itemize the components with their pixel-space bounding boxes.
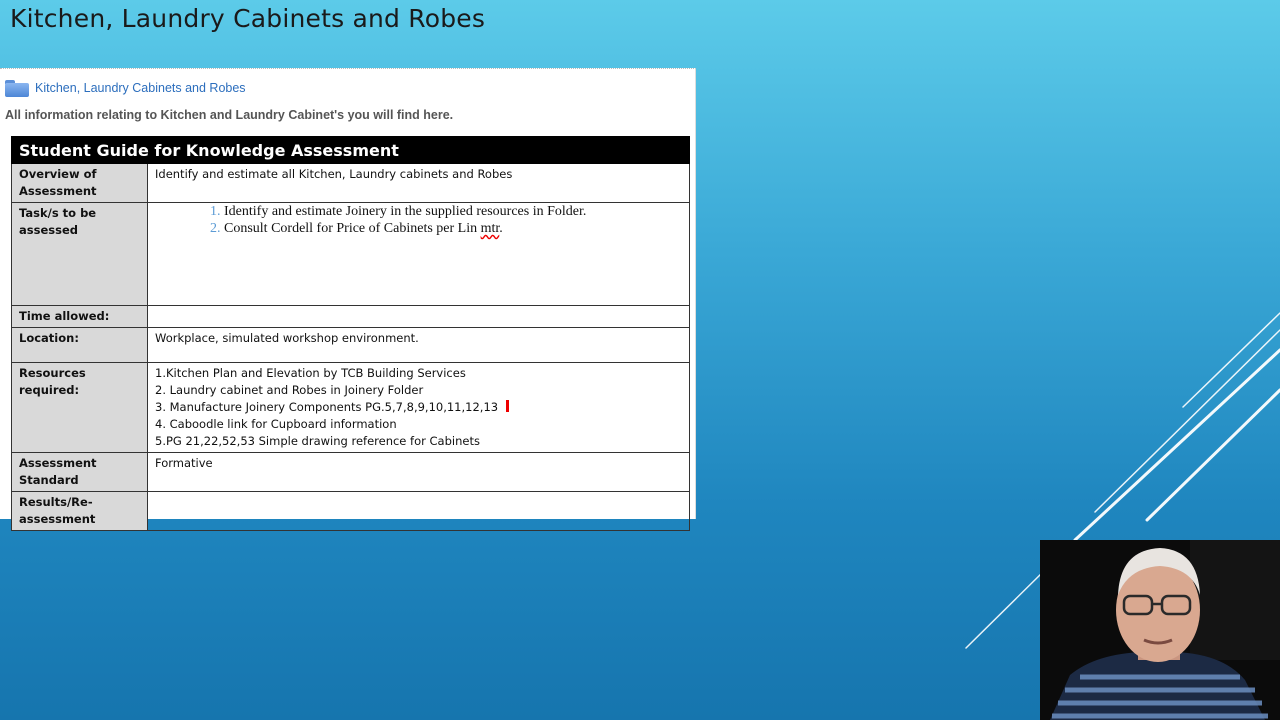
table-row [12, 453, 690, 492]
row-value-tasks[interactable] [148, 203, 690, 306]
folder-icon [5, 80, 29, 97]
presenter-webcam [1040, 540, 1280, 720]
row-value-standard[interactable]: Formative [148, 453, 690, 492]
row-label-tasks: Task/s to be assessed [12, 203, 148, 306]
folder-link[interactable]: Kitchen, Laundry Cabinets and Robes [35, 81, 246, 95]
assessment-table [11, 136, 690, 531]
row-value-location[interactable]: Workplace, simulated workshop environment. [148, 328, 690, 363]
folder-row[interactable] [5, 78, 246, 98]
row-label-results: Results/Re-assessment [12, 492, 148, 531]
slide-title: Kitchen, Laundry Cabinets and Robes [10, 4, 486, 33]
document-panel [0, 68, 696, 526]
task-item-2: 2. Consult Cordell for Price of Cabinets per Lin mtr. [224, 220, 682, 237]
row-label-standard: Assessment Standard [12, 453, 148, 492]
resource-item: 3. Manufacture Joinery Components PG.5,7,8,9,10,11,12,13 [155, 399, 682, 416]
table-row [12, 306, 690, 328]
task-item-1: 1. Identify and estimate Joinery in the supplied resources in Folder. [224, 203, 682, 220]
task-list [155, 203, 682, 237]
table-row [12, 492, 690, 531]
resource-item: 1.Kitchen Plan and Elevation by TCB Building Services [155, 366, 466, 380]
resource-item: 5.PG 21,22,52,53 Simple drawing reference for Cabinets [155, 434, 480, 448]
folder-description: All information relating to Kitchen and Laundry Cabinet's you will find here. [5, 108, 454, 122]
table-row [12, 203, 690, 306]
row-value-time[interactable] [148, 306, 690, 328]
resource-item: 4. Caboodle link for Cupboard information [155, 417, 397, 431]
row-value-resources[interactable] [148, 363, 690, 453]
spellcheck-word[interactable]: mtr [480, 221, 500, 236]
row-value-results[interactable] [148, 492, 690, 531]
table-row [12, 363, 690, 453]
presenter-image [1040, 540, 1280, 720]
row-value-overview[interactable]: Identify and estimate all Kitchen, Laundry cabinets and Robes [148, 164, 690, 203]
resource-item: 2. Laundry cabinet and Robes in Joinery Folder [155, 383, 424, 397]
table-row [12, 164, 690, 203]
row-label-overview: Overview of Assessment [12, 164, 148, 203]
text-cursor [506, 400, 509, 412]
row-label-location: Location: [12, 328, 148, 363]
row-label-resources: Resources required: [12, 363, 148, 453]
row-label-time: Time allowed: [12, 306, 148, 328]
table-heading: Student Guide for Knowledge Assessment [12, 137, 690, 164]
table-row [12, 328, 690, 363]
